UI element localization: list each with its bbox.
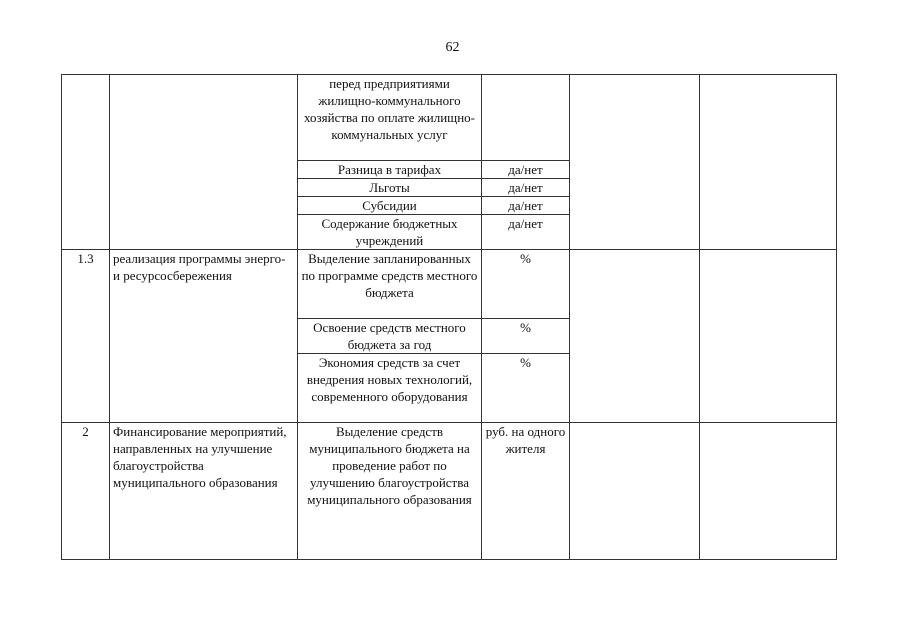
indicator-cell: Субсидии <box>298 197 482 215</box>
row-name: Финансирование мероприятий, направленных на улучшение благоустройства муниципального образования <box>110 423 298 560</box>
indicator-cell: Выделение средств муниципального бюджета на проведение работ по улучшению благоустройства муниципального образования <box>298 423 482 560</box>
indicator-cell: Выделение запланированных по программе средств местного бюджета <box>298 250 482 319</box>
indicator-table <box>61 74 837 560</box>
row-number <box>62 75 110 250</box>
row-number: 1.3 <box>62 250 110 423</box>
empty-cell <box>570 423 700 560</box>
unit-cell: да/нет <box>482 179 570 197</box>
row-name <box>110 75 298 250</box>
unit-cell: % <box>482 354 570 423</box>
unit-cell: да/нет <box>482 197 570 215</box>
indicator-cell: Освоение средств местного бюджета за год <box>298 319 482 354</box>
indicator-cell: Разница в тарифах <box>298 161 482 179</box>
row-number: 2 <box>62 423 110 560</box>
unit-cell <box>482 75 570 161</box>
unit-cell: руб. на одного жителя <box>482 423 570 560</box>
empty-cell <box>570 250 700 423</box>
page-number: 62 <box>445 40 460 55</box>
unit-cell: % <box>482 250 570 319</box>
table-row <box>62 423 837 560</box>
empty-cell <box>700 250 837 423</box>
row-name: реализация программы энерго- и ресурсосбережения <box>110 250 298 423</box>
unit-cell: % <box>482 319 570 354</box>
unit-cell: да/нет <box>482 215 570 250</box>
indicator-cell: Экономия средств за счет внедрения новых технологий, современного оборудования <box>298 354 482 423</box>
empty-cell <box>700 423 837 560</box>
table-row <box>62 75 837 161</box>
empty-cell <box>570 75 700 250</box>
unit-cell: да/нет <box>482 161 570 179</box>
indicator-cell: Льготы <box>298 179 482 197</box>
indicator-cell: перед предприятиями жилищно-коммунального хозяйства по оплате жилищно-коммунальных услуг <box>298 75 482 161</box>
table-row <box>62 250 837 319</box>
empty-cell <box>700 75 837 250</box>
indicator-cell: Содержание бюджетных учреждений <box>298 215 482 250</box>
